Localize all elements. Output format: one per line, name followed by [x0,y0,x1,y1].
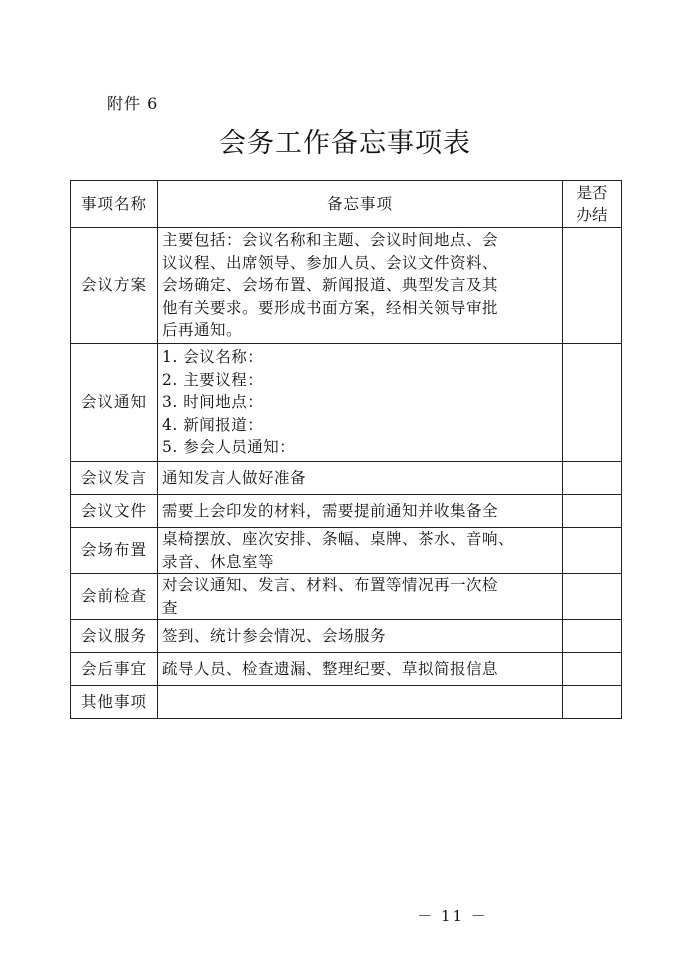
row-done-cell[interactable] [563,686,622,719]
row-done-cell[interactable] [563,620,622,653]
row-done-cell[interactable] [563,228,622,344]
table-row [71,620,622,653]
row-memo-content [158,462,563,495]
memo-line: 4. 新闻报道： [162,415,264,434]
page-number: － 11 － [417,907,488,925]
header-done [563,181,622,228]
row-item-name: 会议发言 [71,462,158,495]
row-done-cell[interactable] [563,344,622,462]
row-item-name: 会场布置 [71,528,158,574]
table-row [71,495,622,528]
memo-line: 通知发言人做好准备 [162,468,307,487]
memo-line: 签到、统计参会情况、会场服务 [162,626,387,645]
row-memo-content [158,228,563,344]
header-done-line2: 办结 [576,206,608,224]
row-item-name: 会前检查 [71,574,158,620]
row-item-name: 会议通知 [71,344,158,462]
memo-line: 2. 主要议程： [162,370,264,389]
memo-line: 对会议通知、发言、材料、布置等情况再一次检 [162,576,499,594]
row-item-name: 会议服务 [71,620,158,653]
header-memo: 备忘事项 [158,181,563,228]
row-memo-content [158,574,563,620]
memo-line: 会场确定、会场布置、新闻报道、典型发言及其 [162,276,499,295]
memo-table [70,180,622,719]
row-memo-content [158,344,563,462]
memo-line: 桌椅摆放、座次安排、条幅、桌牌、茶水、音响、 [162,530,515,548]
memo-line: 5. 参会人员通知： [162,438,296,457]
table-row [71,462,622,495]
memo-line: 主要包括：会议名称和主题、会议时间地点、会 [162,231,499,250]
row-done-cell[interactable] [563,574,622,620]
row-done-cell[interactable] [563,653,622,686]
memo-line: 3. 时间地点： [162,393,264,412]
row-memo-content [158,620,563,653]
row-item-name: 其他事项 [71,686,158,719]
table-row [71,528,622,574]
row-done-cell[interactable] [563,495,622,528]
header-done-line1: 是否 [576,183,608,202]
page-title: 会务工作备忘事项表 [219,128,471,159]
memo-line: 查 [162,598,179,617]
table-row [71,574,622,620]
row-memo-content [158,528,563,574]
row-done-cell[interactable] [563,528,622,574]
memo-line: 疏导人员、检查遗漏、整理纪要、草拟简报信息 [162,659,499,678]
row-memo-content [158,686,563,719]
row-item-name: 会议文件 [71,495,158,528]
memo-line: 需要上会印发的材料，需要提前通知并收集备全 [162,501,499,520]
table-header-row [71,181,622,228]
table-row [71,228,622,344]
row-item-name: 会后事宜 [71,653,158,686]
memo-line: 录音、休息室等 [162,552,275,571]
row-memo-content [158,653,563,686]
table-row [71,686,622,719]
attachment-label: 附件 6 [107,94,159,113]
memo-line: 后再通知。 [162,321,243,340]
row-memo-content [158,495,563,528]
table-row [71,344,622,462]
row-item-name: 会议方案 [71,228,158,344]
row-done-cell[interactable] [563,462,622,495]
memo-line: 1. 会议名称： [162,348,264,367]
memo-line: 他有关要求。要形成书面方案，经相关领导审批 [162,298,499,317]
table-row [71,653,622,686]
header-item-name: 事项名称 [71,181,158,228]
memo-line: 议议程、出席领导、参加人员、会议文件资料、 [162,253,499,272]
